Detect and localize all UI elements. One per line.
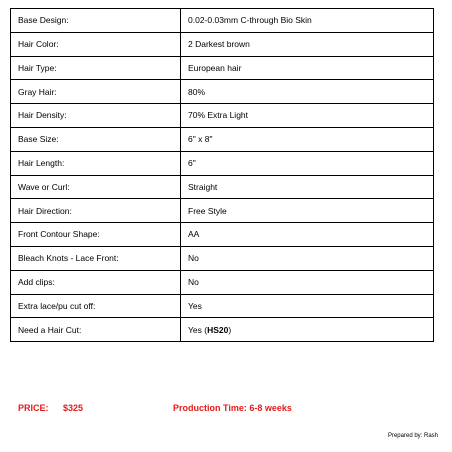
spec-value: 6": [181, 151, 434, 175]
specification-table: [10, 8, 434, 342]
spec-label: Gray Hair:: [11, 80, 181, 104]
spec-value: AA: [181, 223, 434, 247]
production-time: Production Time: 6-8 weeks: [173, 403, 292, 413]
spec-label: Hair Density:: [11, 104, 181, 128]
spec-value: 80%: [181, 80, 434, 104]
spec-label: Base Design:: [11, 9, 181, 33]
table-row: [11, 199, 434, 223]
haircut-value-suffix: ): [228, 324, 232, 335]
prepared-by: Prepared by: Rash: [387, 433, 438, 439]
haircut-code: HS20: [207, 324, 229, 335]
spec-value: European hair: [181, 56, 434, 80]
spec-value: Straight: [181, 175, 434, 199]
table-row: [11, 80, 434, 104]
spec-value: No: [181, 246, 434, 270]
spec-value: 70% Extra Light: [181, 104, 434, 128]
spec-value: Yes: [181, 294, 434, 318]
spec-label: Hair Type:: [11, 56, 181, 80]
table-row: [11, 294, 434, 318]
table-row: [11, 175, 434, 199]
spec-value: Free Style: [181, 199, 434, 223]
spec-label: Bleach Knots - Lace Front:: [11, 246, 181, 270]
table-row: [11, 270, 434, 294]
table-row: [11, 246, 434, 270]
spec-label: Extra lace/pu cut off:: [11, 294, 181, 318]
spec-label: Hair Color:: [11, 32, 181, 56]
spec-label: Front Contour Shape:: [11, 223, 181, 247]
table-row: [11, 104, 434, 128]
price-label: PRICE:: [18, 403, 49, 413]
table-row: [11, 32, 434, 56]
table-row: [11, 223, 434, 247]
spec-label: Hair Direction:: [11, 199, 181, 223]
spec-value: No: [181, 270, 434, 294]
price-value: $325: [63, 403, 84, 413]
spec-value: [181, 318, 434, 342]
table-row: [11, 9, 434, 33]
spec-value: 0.02-0.03mm C-through Bio Skin: [181, 9, 434, 33]
spec-label: Wave or Curl:: [11, 175, 181, 199]
price-footer: [18, 403, 438, 415]
spec-label: Need a Hair Cut:: [11, 318, 181, 342]
table-row: [11, 151, 434, 175]
spec-value: 6" x 8": [181, 127, 434, 151]
haircut-value-prefix: Yes (: [188, 324, 208, 335]
spec-label: Hair Length:: [11, 151, 181, 175]
table-row: [11, 318, 434, 342]
spec-value: 2 Darkest brown: [181, 32, 434, 56]
table-row: [11, 127, 434, 151]
spec-label: Add clips:: [11, 270, 181, 294]
table-row: [11, 56, 434, 80]
spec-label: Base Size:: [11, 127, 181, 151]
